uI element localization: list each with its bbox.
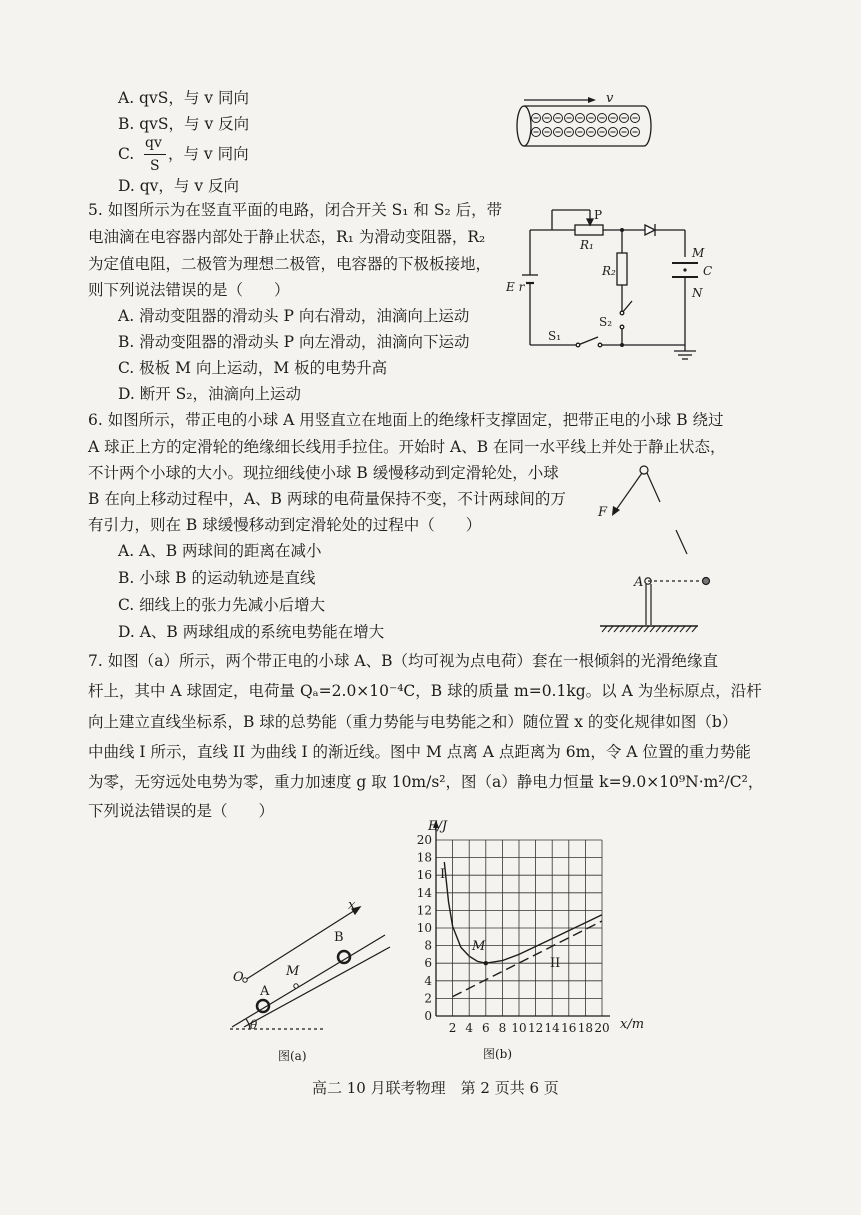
chart-y-tick-label: 2	[424, 991, 432, 1006]
q6-option-a: A. A、B 两球间的距离在减小	[118, 542, 322, 560]
q7-line-5: 为零，无穷远处电势为零，重力加速度 g 取 10m/s²，图（a）静电力恒量 k=9.0×10⁹N·m²/C²，	[88, 773, 764, 791]
q6-line-5: 有引力，则在 B 球缓慢移动到定滑轮处的过程中（ ）	[88, 516, 482, 534]
chart-y-tick-label: 4	[424, 973, 432, 988]
chart-y-tick-label: 16	[416, 868, 432, 883]
chart-y-tick-label: 12	[416, 903, 432, 918]
chart-series-label-i: I	[440, 867, 446, 882]
chart-ylabel: E/J	[428, 819, 448, 834]
chart-point-m	[484, 961, 488, 965]
q5-plate-m-label: M	[692, 246, 705, 260]
q7-energy-chart	[380, 810, 670, 1065]
q6-option-c: C. 细线上的张力先减小后增大	[118, 596, 326, 614]
page-footer: 高二 10 月联考物理 第 2 页共 6 页	[312, 1079, 559, 1097]
q7-axis-x-label: x	[348, 898, 356, 913]
q5-slider-p-label: P	[594, 208, 603, 222]
chart-x-tick-label: 10	[511, 1021, 527, 1035]
q5-s2-label: S₂	[599, 315, 613, 329]
chart-y-tick-label: 18	[416, 850, 432, 865]
chart-series-line-ii	[453, 921, 602, 997]
q5-line-4: 则下列说法错误的是（ ）	[88, 281, 290, 299]
chart-x-tick-label: 12	[527, 1021, 544, 1035]
q5-plate-n-label: N	[692, 286, 703, 300]
q7-line-3: 向上建立直线坐标系，B 球的总势能（重力势能与电势能之和）随位置 x 的变化规律如图（b）	[88, 713, 738, 731]
q4-option-c-tail: ，与 v 同向	[168, 145, 249, 163]
q5-option-a: A. 滑动变阻器的滑动头 P 向右滑动，油滴向上运动	[118, 307, 470, 325]
chart-x-tick-label: 6	[481, 1021, 490, 1035]
q5-s1-label: S₁	[548, 329, 562, 343]
q6-ball-a-label: A	[634, 575, 644, 590]
q4-fraction-bar	[144, 154, 166, 155]
q7-line-4: 中曲线 I 所示，直线 II 为曲线 I 的渐近线。图中 M 点离 A 点距离为 6m，令 A 位置的重力势能	[88, 743, 751, 761]
q7-line-6: 下列说法错误的是（ ）	[88, 802, 275, 820]
chart-y-tick-label: 8	[424, 938, 432, 953]
q4-velocity-label: v	[606, 91, 614, 106]
q7-point-m-label: M	[286, 964, 300, 979]
chart-x-tick-label: 20	[594, 1021, 610, 1035]
chart-series-curve-i	[444, 862, 602, 963]
chart-point-m-label: M	[472, 939, 486, 954]
chart-y-tick-label: 6	[424, 956, 432, 971]
q6-force-f-label: F	[598, 505, 608, 520]
chart-xlabel: x/m	[620, 1017, 645, 1032]
chart-x-tick-label: 4	[465, 1021, 474, 1035]
q6-line-4: B 在向上移动过程中，A、B 两球的电荷量保持不变，不计两球间的万	[88, 490, 566, 508]
q4-option-c-numerator: qv	[145, 135, 162, 151]
chart-y-tick-label: 10	[416, 921, 432, 935]
q7-line-2: 杆上，其中 A 球固定，电荷量 Qₐ=2.0×10⁻⁴C，B 球的质量 m=0.1kg。以 A 为坐标原点，沿杆	[88, 682, 762, 700]
q6-option-b: B. 小球 B 的运动轨迹是直线	[118, 569, 316, 587]
q6-line-3: 不计两个小球的大小。现拉细线使小球 B 缓慢移动到定滑轮处，小球	[88, 464, 559, 482]
chart-x-tick-label: 14	[544, 1021, 560, 1035]
q7-figure-a	[220, 895, 390, 1065]
q7-origin-o-label: O	[233, 970, 244, 985]
q7-figure-b-caption: 图(b)	[483, 1047, 513, 1061]
q4-option-c-letter: C.	[118, 145, 135, 163]
q7-ball-b-label: B	[334, 930, 344, 945]
q4-option-b: B. qvS，与 v 反向	[118, 115, 250, 133]
chart-x-tick-label: 2	[448, 1021, 457, 1035]
q4-tube-figure	[510, 88, 660, 150]
q7-ball-a-label: A	[260, 984, 270, 999]
q5-line-2: 电油滴在电容器内部处于静止状态，R₁ 为滑动变阻器，R₂	[88, 228, 486, 246]
q7-angle-theta-label: θ	[250, 1018, 258, 1032]
q5-r2-label: R₂	[602, 264, 616, 278]
q4-option-d: D. qv，与 v 反向	[118, 177, 240, 195]
q7-line-1: 7. 如图（a）所示，两个带正电的小球 A、B（均可视为点电荷）套在一根倾斜的光滑绝缘直	[88, 652, 718, 670]
q6-option-d: D. A、B 两球组成的系统电势能在增大	[118, 623, 385, 641]
chart-y-tick-label: 14	[416, 885, 432, 900]
q4-option-a: A. qvS，与 v 同向	[118, 89, 249, 107]
chart-y-tick-label: 20	[416, 833, 432, 847]
q4-option-c-denominator: S	[150, 158, 160, 174]
q5-battery-label: E r	[506, 280, 525, 294]
q5-option-b: B. 滑动变阻器的滑动头 P 向左滑动，油滴向下运动	[118, 333, 470, 351]
chart-x-tick-label: 18	[577, 1021, 594, 1035]
q5-capacitor-c-label: C	[703, 264, 713, 278]
q5-option-c: C. 极板 M 向上运动，M 板的电势升高	[118, 359, 388, 377]
q5-line-3: 为定值电阻，二极管为理想二极管，电容器的下极板接地，	[88, 255, 492, 273]
chart-x-tick-label: 8	[498, 1021, 507, 1035]
q7-figure-a-caption: 图(a)	[278, 1049, 307, 1063]
chart-x-tick-label: 16	[561, 1021, 577, 1035]
chart-y-tick-label: 0	[424, 1009, 432, 1023]
q5-line-1: 5. 如图所示为在竖直平面的电路，闭合开关 S₁ 和 S₂ 后，带	[88, 201, 503, 219]
q5-r1-label: R₁	[580, 238, 594, 252]
chart-series-label-ii: II	[550, 956, 561, 971]
q5-circuit-diagram	[500, 205, 720, 365]
q6-pulley-figure	[590, 460, 730, 640]
q5-option-d: D. 断开 S₂，油滴向上运动	[118, 385, 301, 403]
q6-line-2: A 球正上方的定滑轮的绝缘细长线用手拉住。开始时 A、B 在同一水平线上并处于静止状态，	[88, 438, 726, 456]
q6-line-1: 6. 如图所示，带正电的小球 A 用竖直立在地面上的绝缘杆支撑固定，把带正电的小球 B 绕过	[88, 411, 724, 429]
